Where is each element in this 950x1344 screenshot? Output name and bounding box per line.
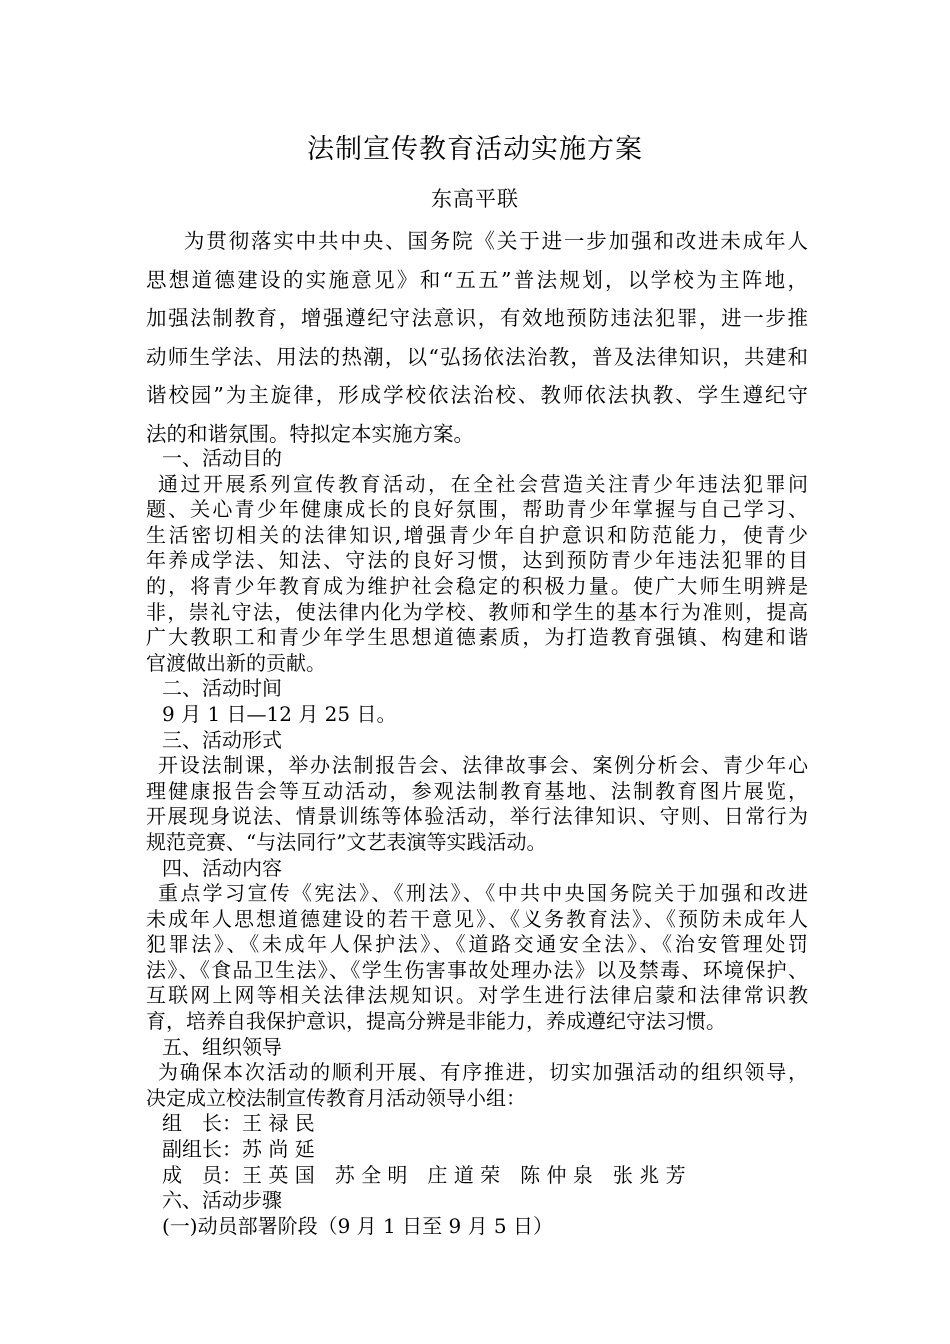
section-line: 法》、《食品卫生法》、《学生伤害事故处理办法》以及禁毒、环境保护、 xyxy=(146,957,808,982)
step-one-line: (一)动员部署阶段（9 月 1 日至 9 月 5 日） xyxy=(162,1213,554,1238)
section-line: 的，将青少年教育成为维护社会稳定的积极力量。使广大师生明辨是 xyxy=(146,573,808,598)
section-line: 育，培养自我保护意识，提高分辨是非能力，养成遵纪守法习惯。 xyxy=(146,1009,726,1034)
section-line: 生活密切相关的法律知识,增强青少年自护意识和防范能力，使青少 xyxy=(146,522,808,547)
section-line: 通过开展系列宣传教育活动，在全社会营造关注青少年违法犯罪问 xyxy=(158,471,808,496)
section-heading-purpose: 一、活动目的 xyxy=(162,446,282,470)
section-heading-leadership: 五、组织领导 xyxy=(162,1034,282,1059)
intro-line: 动师生学法、用法的热潮，以“弘扬依法治教，普及法律知识，共建和 xyxy=(146,344,808,369)
members-line: 成 员：王 英 国 苏 全 明 庄 道 荣 陈 仲 泉 张 兆 芳 xyxy=(162,1162,686,1187)
leader-line: 组 长：王 禄 民 xyxy=(162,1111,315,1136)
section-line: 年养成学法、知法、守法的良好习惯，达到预防青少年违法犯罪的目 xyxy=(146,548,808,573)
intro-line: 法的和谐氛围。特拟定本实施方案。 xyxy=(146,421,474,446)
section-line: 未成年人思想道德建设的若干意见》、《义务教育法》、《预防未成年人 xyxy=(146,906,808,931)
section-line: 犯罪法》、《未成年人保护法》、《道路交通安全法》、《治安管理处罚 xyxy=(146,932,808,957)
intro-line: 为贯彻落实中共中央、国务院《关于进一步加强和改进未成年人 xyxy=(182,229,808,253)
section-line: 规范竞赛、“与法同行”文艺表演等实践活动。 xyxy=(146,829,547,854)
section-line: 决定成立校法制宣传教育月活动领导小组： xyxy=(146,1085,526,1110)
intro-line: 思想道德建设的实施意见》和“五五”普法规划，以学校为主阵地， xyxy=(146,267,808,292)
document-author: 东高平联 xyxy=(431,187,519,211)
section-line: 理健康报告会等互动活动，参观法制教育基地、法制教育图片展览， xyxy=(146,778,808,803)
section-line: 开设法制课，举办法制报告会、法律故事会、案例分析会、青少年心 xyxy=(158,753,808,778)
document-body xyxy=(146,446,808,1239)
section-line: 9 月 1 日—12 月 25 日。 xyxy=(162,701,397,726)
section-line: 官渡做出新的贡献。 xyxy=(146,650,326,675)
section-line: 非，崇礼守法，使法律内化为学校、教师和学生的基本行为准则，提高 xyxy=(146,599,808,624)
section-heading-content: 四、活动内容 xyxy=(162,855,282,880)
section-line: 互联网上网等相关法律法规知识。对学生进行法律启蒙和法律常识教 xyxy=(146,983,808,1008)
section-line: 题、关心青少年健康成长的良好氛围，帮助青少年掌握与自己学习、 xyxy=(146,497,808,522)
deputy-leader-line: 副组长：苏 尚 延 xyxy=(162,1137,315,1162)
intro-line: 加强法制教育，增强遵纪守法意识，有效地预防违法犯罪，进一步推 xyxy=(146,306,808,331)
section-line: 广大教职工和青少年学生思想道德素质，为打造教育强镇、构建和谐 xyxy=(146,625,808,650)
section-line: 重点学习宣传《宪法》、《刑法》、《中共中央国务院关于加强和改进 xyxy=(158,881,808,906)
intro-paragraph xyxy=(146,222,808,454)
section-line: 为确保本次活动的顺利开展、有序推进，切实加强活动的组织领导， xyxy=(158,1060,808,1085)
intro-line: 谐校园”为主旋律，形成学校依法治校、教师依法执教、学生遵纪守 xyxy=(146,383,808,408)
section-heading-form: 三、活动形式 xyxy=(162,727,282,752)
section-heading-steps: 六、活动步骤 xyxy=(162,1188,282,1213)
document-title: 法制宣传教育活动实施方案 xyxy=(307,134,643,165)
section-line: 开展现身说法、情景训练等体验活动，举行法律知识、守则、日常行为 xyxy=(146,804,808,829)
section-heading-time: 二、活动时间 xyxy=(162,676,282,701)
